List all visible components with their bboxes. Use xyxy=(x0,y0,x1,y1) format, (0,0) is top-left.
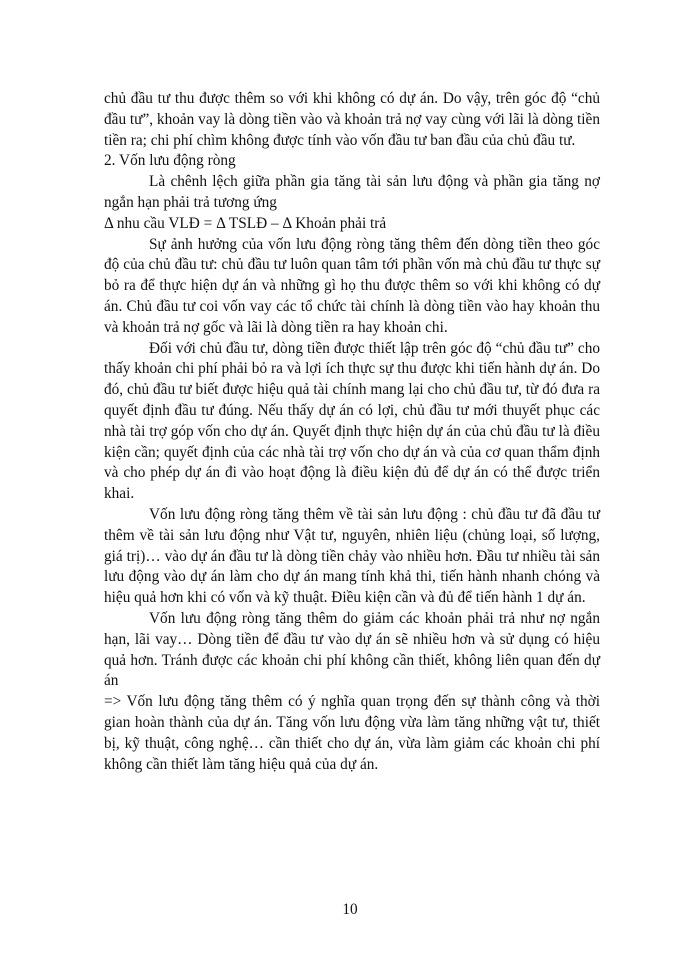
page-body xyxy=(104,89,600,775)
page-number: 10 xyxy=(342,901,358,918)
paragraph-influence: Sự ảnh hưởng của vốn lưu động ròng tăng thêm đến dòng tiền theo góc độ của chủ đầu tư: chủ đầu tư luôn quan tâm tới phần vốn mà chủ đầu tư thực sự bỏ ra để thực hiện dự án và những gì họ thu được thêm so với khi không có dự án. Chủ đầu tư coi vốn vay các tổ chức tài chính là dòng tiền vào hay khoản thu và khoản trả nợ gốc và lãi là dòng tiền ra hay khoản chi. xyxy=(104,235,600,336)
paragraph-definition: Là chênh lệch giữa phần gia tăng tài sản lưu động và phần gia tăng nợ ngắn hạn phải trả tương ứng xyxy=(104,173,600,211)
formula-line: Δ nhu cầu VLĐ = Δ TSLĐ – Δ Khoản phải trả xyxy=(104,214,387,232)
paragraph-continuation: chủ đầu tư thu được thêm so với khi không có dự án. Do vậy, trên góc độ “chủ đầu tư”, khoản vay là dòng tiền vào và khoản trả nợ vay cùng với lãi là dòng tiền tiền ra; chi phí chìm không được tính vào vốn đầu tư ban đầu của chủ đầu tư. xyxy=(104,90,600,149)
paragraph-payables: Vốn lưu động ròng tăng thêm do giảm các khoản phải trả như nợ ngắn hạn, lãi vay… Dòng tiền để đầu tư vào dự án sẽ nhiều hơn và sử dụng có hiệu quả hơn. Tránh được các khoản chi phí không cần thiết, không liên quan đến dự án xyxy=(104,609,600,690)
paragraph-investor-perspective: Đối với chủ đầu tư, dòng tiền được thiết lập trên góc độ “chủ đầu tư” cho thấy khoản chi phí phải bỏ ra và lợi ích thực sự thu được khi tiến hành dự án. Do đó, chủ đầu tư biết được hiệu quả tài chính mang lại cho chủ đầu tư, từ đó đưa ra quyết định đầu tư đúng. Nếu thấy dự án có lợi, chủ đầu tư mới thuyết phục các nhà tài trợ góp vốn cho dự án. Quyết định thực hiện dự án của chủ đầu tư là điều kiện cần; quyết định của các nhà tài trợ vốn cho dự án và của cơ quan thẩm định và cho phép dự án đi vào hoạt động là điều kiện đủ để dự án có thể được triển khai. xyxy=(104,339,600,503)
section-heading-von-luu-dong-rong: 2. Vốn lưu động ròng xyxy=(104,152,236,170)
paragraph-conclusion: => Vốn lưu động tăng thêm có ý nghĩa quan trọng đến sự thành công và thời gian hoàn thành của dự án. Tăng vốn lưu động vừa làm tăng những vật tư, thiết bị, kỹ thuật, công nghệ… cần thiết cho dự án, vừa làm giảm các khoản chi phí không cần thiết làm tăng hiệu quả của dự án. xyxy=(104,693,600,773)
paragraph-current-assets: Vốn lưu động ròng tăng thêm về tài sản lưu động : chủ đầu tư đã đầu tư thêm về tài sản lưu động như Vật tư, nguyên, nhiên liệu (chủng loại, số lượng, giá trị)… vào dự án đầu tư là dòng tiền chảy vào nhiều hơn. Đầu tư nhiều tài sản lưu động vào dự án làm cho dự án mang tính khả thi, tiến hành nhanh chóng và hiệu quả hơn khi có vốn và kỹ thuật. Điều kiện cần và đủ để tiến hành 1 dự án. xyxy=(104,505,600,607)
